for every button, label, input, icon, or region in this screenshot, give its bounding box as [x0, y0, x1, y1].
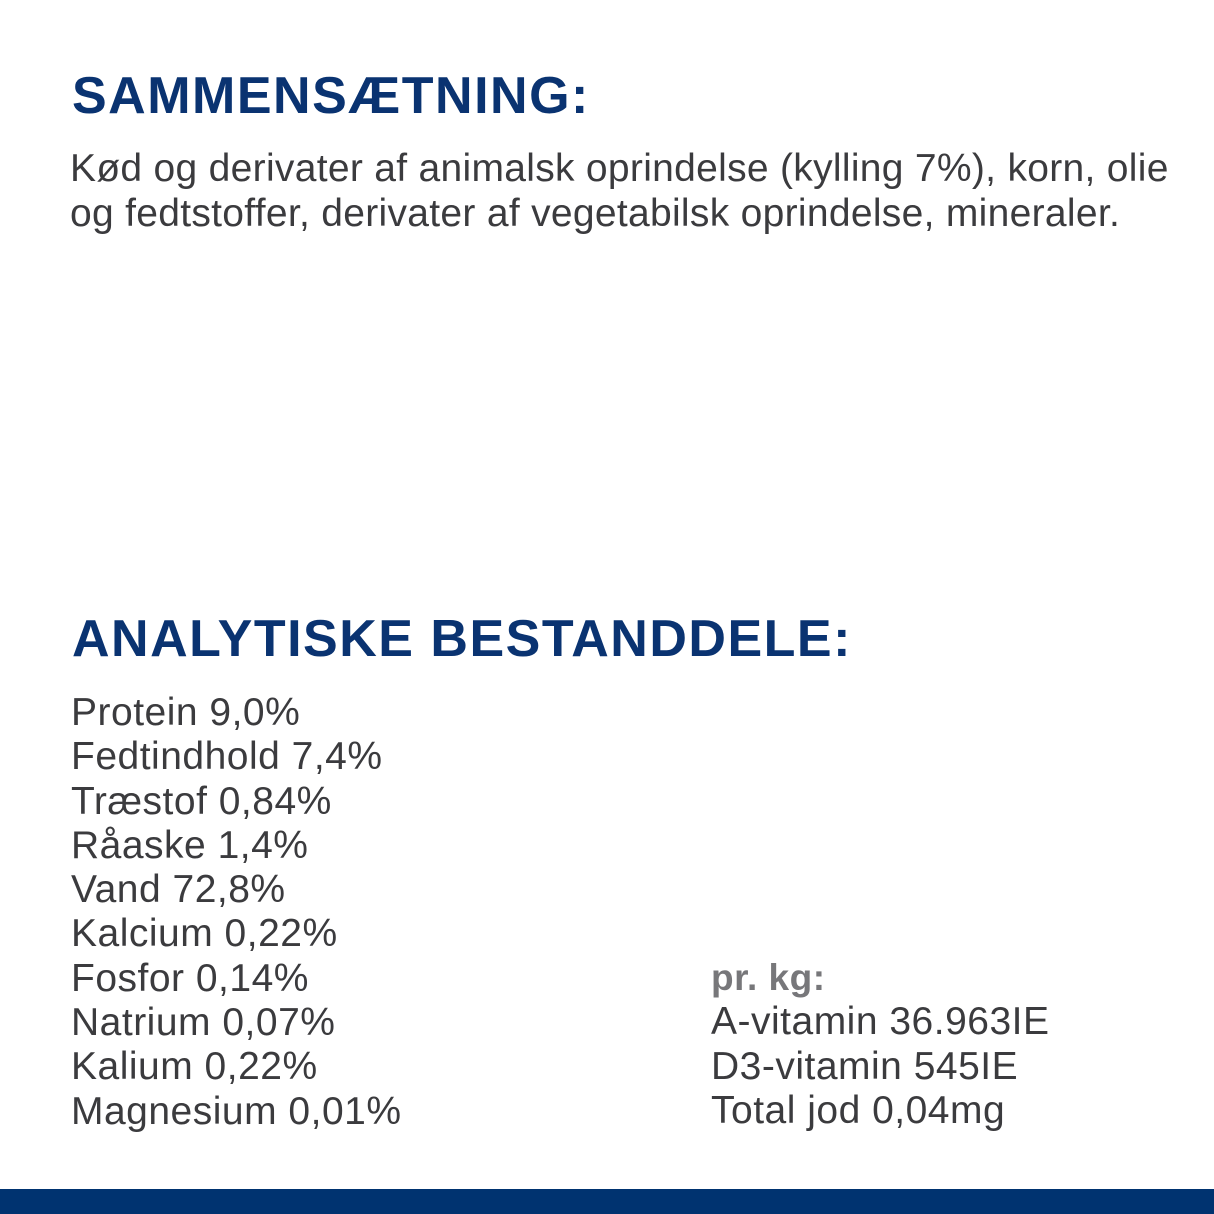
analytical-item-water: Vand 72,8%	[71, 868, 286, 912]
per-kg-item-vitamin-d3: D3-vitamin 545IE	[711, 1044, 1019, 1088]
analytical-item-sodium: Natrium 0,07%	[71, 1001, 336, 1045]
analytical-item-protein: Protein 9,0%	[71, 691, 301, 734]
analytical-item-ash: Råaske 1,4%	[71, 823, 309, 867]
composition-text: Kød og derivater af animalsk oprindelse (kylling 7%), korn, olie og fedtstoffer, derivater af vegetabilsk oprindelse, mineraler.	[70, 147, 1169, 235]
analytical-item-fat: Fedtindhold 7,4%	[71, 735, 383, 779]
composition-heading: SAMMENSÆTNING:	[72, 67, 590, 125]
analytical-constituents-list	[71, 691, 402, 1134]
per-kg-list	[711, 956, 1050, 1133]
analytical-constituents-heading: ANALYTISKE BESTANDDELE:	[72, 610, 852, 668]
per-kg-item-vitamin-a: A-vitamin 36.963IE	[711, 1000, 1050, 1044]
analytical-item-fibre: Træstof 0,84%	[71, 779, 332, 823]
analytical-item-magnesium: Magnesium 0,01%	[71, 1089, 402, 1133]
analytical-item-potassium: Kalium 0,22%	[71, 1045, 318, 1089]
analytical-item-phosphorus: Fosfor 0,14%	[71, 956, 309, 1000]
per-kg-label: pr. kg:	[711, 957, 826, 998]
per-kg-item-iodine: Total jod 0,04mg	[711, 1088, 1006, 1132]
analytical-item-calcium: Kalcium 0,22%	[71, 912, 338, 956]
bottom-brand-bar	[0, 1189, 1214, 1214]
